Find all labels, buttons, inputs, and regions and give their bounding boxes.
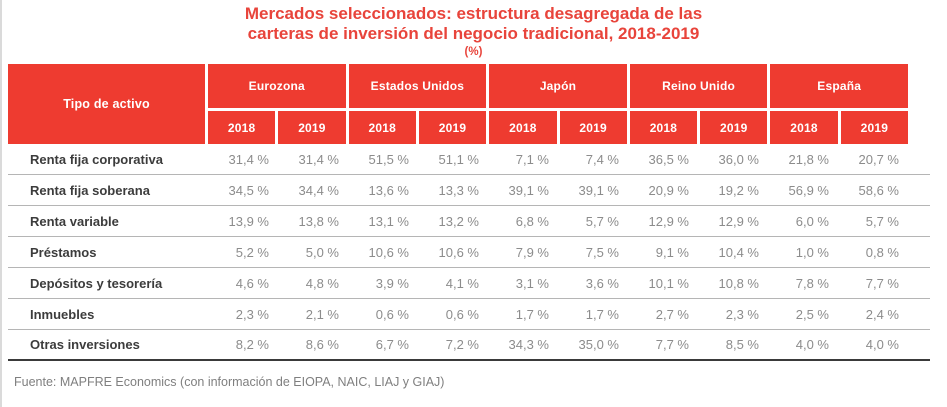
value-cell: 0,6 % (445, 306, 479, 322)
row-label: Préstamos (30, 244, 97, 260)
table-row (8, 330, 930, 361)
row-label: Renta fija corporativa (30, 151, 163, 167)
value-cell: 3,1 % (515, 275, 549, 291)
value-cell: 34,3 % (508, 337, 549, 352)
value-cell: 4,8 % (305, 275, 339, 291)
region-header-estados-unidos: Estados Unidos (349, 64, 487, 108)
value-cell: 13,1 % (368, 213, 409, 229)
table-row (8, 206, 930, 237)
year-header-eurozona-2018: 2018 (208, 111, 275, 144)
value-cell: 10,6 % (438, 244, 479, 260)
figure-title-block (0, 0, 947, 59)
value-cell: 5,7 % (865, 213, 899, 229)
row-label: Inmuebles (30, 306, 95, 322)
value-cell: 36,0 % (718, 151, 759, 167)
investment-structure-table (8, 64, 947, 361)
value-cell: 7,7 % (655, 337, 689, 352)
value-cell: 39,1 % (508, 182, 549, 198)
value-cell: 1,0 % (795, 244, 829, 260)
year-header-reino-unido-2018: 2018 (630, 111, 697, 144)
value-cell: 5,2 % (235, 244, 269, 260)
value-cell: 9,1 % (655, 244, 689, 260)
value-cell: 7,8 % (795, 275, 829, 291)
table-row (8, 237, 930, 268)
value-cell: 3,6 % (585, 275, 619, 291)
value-cell: 2,3 % (725, 306, 759, 322)
value-cell: 7,2 % (445, 337, 479, 352)
value-cell: 13,8 % (298, 213, 339, 229)
value-cell: 10,1 % (648, 275, 689, 291)
value-cell: 13,6 % (368, 182, 409, 198)
year-header-estados-unidos-2019: 2019 (419, 111, 486, 144)
value-cell: 2,4 % (865, 306, 899, 322)
value-cell: 58,6 % (858, 182, 899, 198)
value-cell: 2,5 % (795, 306, 829, 322)
value-cell: 20,9 % (648, 182, 689, 198)
value-cell: 4,6 % (235, 275, 269, 291)
region-header-reino-unido: Reino Unido (630, 64, 768, 108)
value-cell: 7,7 % (865, 275, 899, 291)
region-header-espana: España (770, 64, 908, 108)
value-cell: 4,0 % (795, 337, 829, 352)
value-cell: 31,4 % (298, 151, 339, 167)
value-cell: 12,9 % (648, 213, 689, 229)
figure-title-line-2: carteras de inversión del negocio tradicional, 2018-2019 (247, 24, 700, 43)
row-label: Renta fija soberana (30, 182, 150, 198)
figure-title-line-1: Mercados seleccionados: estructura desagregada de las (244, 4, 703, 23)
year-header-japon-2018: 2018 (489, 111, 556, 144)
value-cell: 56,9 % (788, 182, 829, 198)
row-label: Depósitos y tesorería (30, 275, 163, 291)
value-cell: 3,9 % (375, 275, 409, 291)
value-cell: 2,1 % (305, 306, 339, 322)
left-border-rule (0, 0, 2, 407)
row-label: Otras inversiones (30, 337, 140, 352)
value-cell: 20,7 % (858, 151, 899, 167)
value-cell: 34,4 % (298, 182, 339, 198)
value-cell: 1,7 % (515, 306, 549, 322)
column-header-tipo-de-activo: Tipo de activo (8, 64, 205, 144)
table-row (8, 144, 930, 175)
value-cell: 31,4 % (228, 151, 269, 167)
table-row (8, 299, 930, 330)
value-cell: 5,7 % (585, 213, 619, 229)
value-cell: 6,0 % (795, 213, 829, 229)
value-cell: 4,1 % (445, 275, 479, 291)
region-header-japon: Japón (489, 64, 627, 108)
value-cell: 7,9 % (515, 244, 549, 260)
table-row (8, 175, 930, 206)
value-cell: 39,1 % (578, 182, 619, 198)
year-header-eurozona-2019: 2019 (278, 111, 345, 144)
value-cell: 10,8 % (718, 275, 759, 291)
value-cell: 6,8 % (515, 213, 549, 229)
value-cell: 21,8 % (788, 151, 829, 167)
value-cell: 10,6 % (368, 244, 409, 260)
source-note: Fuente: MAPFRE Economics (con información de EIOPA, NAIC, LIAJ y GIAJ) (14, 375, 445, 389)
region-header-eurozona: Eurozona (208, 64, 346, 108)
value-cell: 13,3 % (438, 182, 479, 198)
row-label: Renta variable (30, 213, 119, 229)
value-cell: 10,4 % (718, 244, 759, 260)
table-row (8, 268, 930, 299)
value-cell: 7,1 % (515, 151, 549, 167)
figure-title-unit: (%) (464, 46, 483, 58)
value-cell: 13,9 % (228, 213, 269, 229)
value-cell: 51,1 % (438, 151, 479, 167)
value-cell: 8,6 % (305, 337, 339, 352)
value-cell: 13,2 % (438, 213, 479, 229)
value-cell: 0,6 % (375, 306, 409, 322)
value-cell: 51,5 % (368, 151, 409, 167)
value-cell: 36,5 % (648, 151, 689, 167)
year-header-espana-2018: 2018 (770, 111, 837, 144)
value-cell: 34,5 % (228, 182, 269, 198)
table-header (8, 64, 908, 144)
value-cell: 8,2 % (235, 337, 269, 352)
value-cell: 0,8 % (865, 244, 899, 260)
value-cell: 8,5 % (725, 337, 759, 352)
table-body (8, 144, 930, 361)
year-header-japon-2019: 2019 (560, 111, 627, 144)
value-cell: 5,0 % (305, 244, 339, 260)
value-cell: 2,3 % (235, 306, 269, 322)
value-cell: 2,7 % (655, 306, 689, 322)
value-cell: 19,2 % (718, 182, 759, 198)
value-cell: 4,0 % (865, 337, 899, 352)
year-header-reino-unido-2019: 2019 (700, 111, 767, 144)
value-cell: 12,9 % (718, 213, 759, 229)
value-cell: 6,7 % (375, 337, 409, 352)
year-header-espana-2019: 2019 (841, 111, 908, 144)
value-cell: 7,5 % (585, 244, 619, 260)
value-cell: 7,4 % (585, 151, 619, 167)
year-header-estados-unidos-2018: 2018 (349, 111, 416, 144)
value-cell: 1,7 % (585, 306, 619, 322)
value-cell: 35,0 % (578, 337, 619, 352)
